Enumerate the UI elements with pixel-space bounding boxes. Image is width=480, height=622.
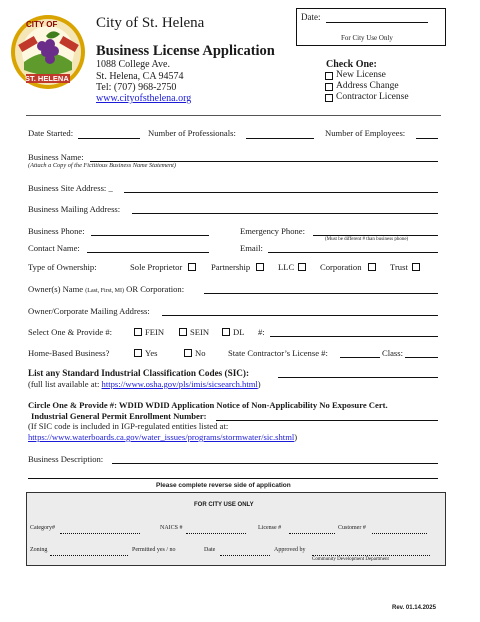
sole-proprietor-checkbox[interactable] (188, 263, 196, 271)
sic-full-list-suffix: ) (257, 379, 261, 389)
sic-field[interactable] (278, 377, 438, 378)
site-address-label: Business Site Address: _ (28, 183, 113, 193)
num-employees-label: Number of Employees: (325, 128, 406, 138)
partnership-label: Partnership (211, 262, 251, 272)
category-field[interactable] (60, 533, 140, 534)
owner-name-rest: OR Corporation: (126, 284, 185, 294)
customer-number-field[interactable] (372, 533, 427, 534)
select-one-label: Select One & Provide #: (28, 327, 113, 337)
igp-enrollment-field[interactable] (216, 420, 438, 421)
contractor-license-label: Contractor License (336, 92, 409, 102)
llc-checkbox[interactable] (298, 263, 306, 271)
contractor-license-label: State Contractor’s License #: (228, 348, 328, 358)
header-divider (26, 115, 441, 116)
business-name-label: Business Name: (28, 152, 84, 162)
form-title: Business License Application (96, 43, 275, 59)
city-name: City of St. Helena (96, 15, 205, 31)
home-based-no-checkbox[interactable] (184, 349, 192, 357)
city-use-caption: For City Use Only (341, 34, 393, 42)
emergency-phone-label: Emergency Phone: (240, 226, 305, 236)
class-field[interactable] (405, 357, 438, 358)
city-use-date-line[interactable] (326, 22, 428, 23)
business-phone-label: Business Phone: (28, 226, 85, 236)
email-field[interactable] (268, 252, 438, 253)
sic-full-list-prefix: (full list available at: (28, 379, 102, 389)
home-based-no-label: No (195, 348, 206, 358)
contractor-license-field[interactable] (340, 357, 380, 358)
sein-label: SEIN (190, 327, 210, 337)
corporation-checkbox[interactable] (368, 263, 376, 271)
ownership-type-label: Type of Ownership: (28, 262, 97, 272)
owner-name-label: Owner(s) Name (28, 284, 84, 294)
new-license-checkbox[interactable] (325, 72, 333, 80)
owner-name-note: (Last, First, MI) (85, 288, 124, 294)
num-professionals-field[interactable] (246, 138, 314, 139)
osha-sic-link[interactable]: https://www.osha.gov/pls/imis/sicsearch.html (101, 379, 258, 389)
date-started-label: Date Started: (28, 128, 74, 138)
id-number-field[interactable] (270, 336, 438, 337)
contractor-license-checkbox[interactable] (325, 94, 333, 102)
waterboards-link[interactable]: https://www.waterboards.ca.gov/water_issues/programs/stormwater/sic.shtml (28, 432, 295, 442)
mailing-address-field[interactable] (132, 213, 438, 214)
panel-date-field[interactable] (220, 555, 270, 556)
owner-name-field[interactable] (204, 293, 438, 294)
emergency-phone-field[interactable] (313, 235, 438, 236)
approved-by-label: Approved by (274, 547, 306, 553)
date-started-field[interactable] (78, 138, 140, 139)
city-use-panel-title: FOR CITY USE ONLY (194, 502, 254, 508)
fein-label: FEIN (145, 327, 165, 337)
waterboards-line (28, 432, 297, 442)
address-change-label: Address Change (336, 81, 399, 91)
department-caption: Community Development Department (312, 557, 389, 562)
revision-label: Rev. 01.14.2025 (392, 605, 436, 611)
customer-number-label: Customer # (338, 525, 366, 531)
emergency-phone-note: (Must be different # than business phone) (325, 237, 409, 242)
seal-text-top: CITY OF (26, 20, 58, 29)
business-phone-field[interactable] (91, 235, 209, 236)
corporation-label: Corporation (320, 262, 362, 272)
partnership-checkbox[interactable] (256, 263, 264, 271)
trust-checkbox[interactable] (412, 263, 420, 271)
address-line-2: St. Helena, CA 94574 (96, 71, 184, 82)
num-professionals-label: Number of Professionals: (148, 128, 236, 138)
igp-note: (If SIC code is included in IGP-regulated entities listed at: (28, 421, 229, 431)
contact-name-field[interactable] (87, 252, 209, 253)
dl-checkbox[interactable] (222, 328, 230, 336)
approved-by-field[interactable] (312, 555, 430, 556)
igp-enrollment-label: Industrial General Permit Enrollment Number: (31, 411, 207, 421)
fein-checkbox[interactable] (134, 328, 142, 336)
sic-heading: List any Standard Industrial Classification Codes (SIC): (28, 368, 250, 378)
waterboards-suffix: ) (294, 432, 298, 442)
home-based-label: Home-Based Business? (28, 348, 110, 358)
business-description-line-1[interactable] (112, 463, 438, 464)
license-number-label: License # (258, 525, 282, 531)
reverse-note: Please complete reverse side of application (156, 482, 291, 489)
business-description-label: Business Description: (28, 454, 104, 464)
num-employees-field[interactable] (416, 138, 438, 139)
address-line-1: 1088 College Ave. (96, 59, 170, 70)
sic-full-list (28, 379, 261, 389)
zoning-field[interactable] (50, 555, 128, 556)
trust-label: Trust (390, 262, 408, 272)
category-label: Category# (30, 525, 55, 531)
llc-label: LLC (278, 262, 295, 272)
license-number-field[interactable] (289, 533, 335, 534)
owner-mailing-field[interactable] (162, 315, 438, 316)
site-address-field[interactable] (124, 192, 438, 193)
home-based-yes-label: Yes (145, 348, 158, 358)
telephone: Tel: (707) 968-2750 (96, 82, 177, 93)
new-license-label: New License (336, 70, 386, 80)
home-based-yes-checkbox[interactable] (134, 349, 142, 357)
zoning-label: Zoning (30, 547, 48, 553)
contact-name-label: Contact Name: (28, 243, 80, 253)
fictitious-note: (Attach a Copy of the Fictitious Business Name Statement) (28, 162, 176, 169)
sole-proprietor-label: Sole Proprietor (130, 262, 183, 272)
naics-field[interactable] (186, 533, 246, 534)
address-change-checkbox[interactable] (325, 83, 333, 91)
panel-date-label: Date (204, 547, 216, 553)
seal-text-bottom: ST. HELENA (25, 74, 69, 83)
website-link[interactable]: www.cityofsthelena.org (96, 93, 192, 104)
id-number-label: #: (258, 327, 265, 337)
dl-label: DL (233, 327, 245, 337)
sein-checkbox[interactable] (179, 328, 187, 336)
naics-label: NAICS # (160, 525, 183, 531)
owner-mailing-label: Owner/Corporate Mailing Address: (28, 306, 150, 316)
permitted-label: Permitted yes / no (132, 547, 176, 553)
owner-name-row (28, 284, 184, 294)
circle-one-options: Circle One & Provide #: WDID WDID Application Notice of Non-Applicability No Exposure Cert. (28, 400, 388, 410)
email-label: Email: (240, 243, 263, 253)
business-description-line-2[interactable] (28, 478, 438, 479)
class-label: Class: (382, 348, 404, 358)
mailing-address-label: Business Mailing Address: (28, 204, 121, 214)
city-use-date-label: Date: (301, 12, 321, 22)
check-one-title: Check One: (326, 59, 377, 70)
